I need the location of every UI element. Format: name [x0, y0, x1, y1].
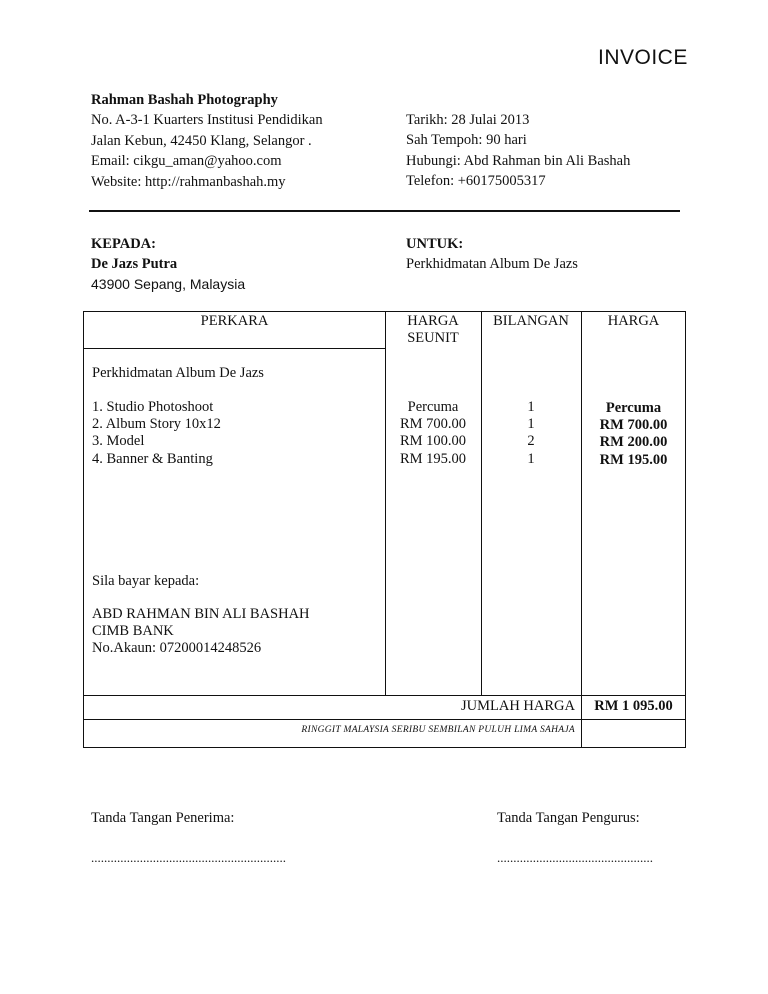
quantity-list: [481, 399, 581, 468]
manager-signature-label: Tanda Tangan Pengurus:: [497, 810, 640, 826]
amount-in-words: RINGGIT MALAYSIA SERIBU SEMBILAN PULUH LIMA SAHAJA: [301, 725, 575, 735]
receiver-signature-label: Tanda Tangan Penerima:: [91, 810, 235, 826]
purpose-label: UNTUK:: [406, 236, 464, 252]
manager-signature-line: ................................................: [497, 850, 653, 865]
line-total: RM 200.00: [599, 434, 668, 451]
recipient-address: 43900 Sepang, Malaysia: [91, 276, 246, 292]
purpose-block: [406, 234, 578, 274]
recipient-block: [91, 234, 245, 294]
column-divider: [581, 312, 582, 748]
purpose-value: Perkhidmatan Album De Jazs: [406, 256, 578, 272]
recipient-name: De Jazs Putra: [91, 256, 178, 272]
invoice-table: [83, 311, 686, 748]
invoice-contact: Hubungi: Abd Rahman bin Ali Bashah: [406, 152, 631, 169]
column-header-unit-price: [385, 312, 481, 347]
company-address-line-2: Jalan Kebun, 42450 Klang, Selangor .: [91, 132, 312, 149]
quantity: 2: [527, 433, 535, 450]
column-header-unit-price-line-1: HARGA: [407, 313, 459, 329]
payment-bank: CIMB BANK: [92, 623, 174, 640]
unit-price: RM 100.00: [399, 433, 467, 450]
invoice-title: INVOICE: [598, 46, 688, 69]
service-title: Perkhidmatan Album De Jazs: [92, 365, 264, 381]
line-total: RM 195.00: [599, 451, 668, 468]
receiver-signature-block: [91, 808, 286, 868]
company-name: Rahman Bashah Photography: [91, 92, 278, 108]
list-item: 4. Banner & Banting: [92, 450, 213, 467]
total-value: RM 1 095.00: [594, 698, 673, 714]
list-item: 2. Album Story 10x12: [92, 416, 221, 433]
company-email: Email: cikgu_aman@yahoo.com: [91, 153, 282, 170]
column-divider: [481, 312, 482, 695]
column-header-price: HARGA: [607, 313, 660, 329]
price-list: [581, 400, 686, 469]
quantity: 1: [527, 450, 535, 467]
invoice-meta: [406, 110, 630, 192]
payment-label: Sila bayar kepada:: [92, 573, 200, 589]
company-website: Website: http://rahmanbashah.my: [91, 173, 286, 190]
header-divider: [89, 210, 680, 212]
invoice-phone: Telefon: +60175005317: [406, 173, 546, 190]
total-label: JUMLAH HARGA: [461, 698, 575, 714]
unit-price: RM 700.00: [399, 416, 467, 433]
receiver-signature-line: ............................................................: [91, 850, 286, 865]
payment-details: [92, 606, 310, 658]
column-divider: [385, 312, 386, 695]
company-address-line-1: No. A-3-1 Kuarters Institusi Pendidikan: [91, 112, 323, 129]
payment-account-number: No.Akaun: 07200014248526: [92, 640, 262, 657]
unit-price: RM 195.00: [399, 450, 467, 467]
payment-account-name: ABD RAHMAN BIN ALI BASHAH: [92, 606, 310, 622]
line-total: Percuma: [605, 400, 662, 416]
invoice-validity: Sah Tempoh: 90 hari: [406, 132, 527, 149]
list-item: 1. Studio Photoshoot: [92, 399, 214, 415]
company-block: [91, 90, 323, 192]
column-header-quantity: BILANGAN: [493, 313, 569, 329]
column-header-item: PERKARA: [200, 313, 269, 329]
quantity: 1: [527, 416, 535, 433]
invoice-date: Tarikh: 28 Julai 2013: [406, 112, 530, 128]
column-header-unit-price-line-2: SEUNIT: [407, 330, 459, 346]
header-row-divider: [84, 348, 385, 349]
recipient-label: KEPADA:: [91, 236, 156, 252]
unit-price-list: [385, 399, 481, 468]
manager-signature-block: [497, 808, 653, 868]
unit-price: Percuma: [407, 399, 459, 415]
item-list: [92, 399, 221, 468]
quantity: 1: [527, 399, 535, 415]
list-item: 3. Model: [92, 433, 145, 450]
line-total: RM 700.00: [599, 417, 668, 434]
